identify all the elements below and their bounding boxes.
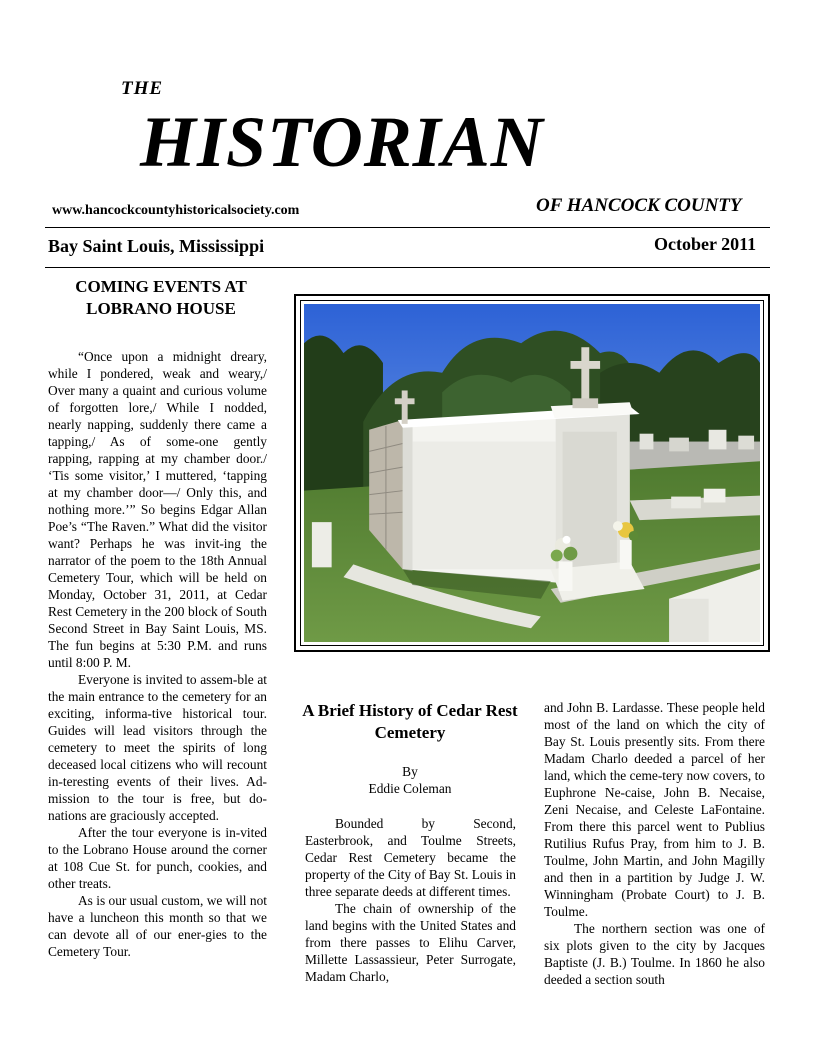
newsletter-title: HISTORIAN — [140, 102, 544, 182]
website-url[interactable]: www.hancockcountyhistoricalsociety.com — [52, 203, 300, 218]
cedar-rest-body-column-2 — [544, 699, 765, 988]
cedar-rest-paragraph: The chain of ownership of the land begins with the United States and from there passes to Elihu Carver, Millette Lassassieur, Peter Surrogate, Madam Charlo, — [305, 901, 516, 984]
masthead-rule-top — [45, 227, 770, 228]
cedar-rest-body-column-1 — [305, 815, 516, 985]
cedar-rest-paragraph: The northern section was one of six plots given to the city by Jacques Baptiste (J. B.) Toulme. In 1860 he also deeded a section south — [544, 921, 765, 987]
masthead-the: THE — [121, 78, 164, 99]
newsletter-subtitle: OF HANCOCK COUNTY — [536, 195, 742, 216]
coming-events-paragraph: “Once upon a midnight dreary, while I pondered, weak and weary,/ Over many a quaint and curious volume of forgotten lore,/ While I nodded, nearly napping, suddenly there came a tapping,/ As of some-one gently rapping, rapping at my chamber door./ ‘Tis some visitor,’ I muttered, ‘tapping at my chamber door—/ Only this, and nothing more.’” So begins Edgar Allan Poe’s “The Raven.” What did the visitor want? Perhaps he was invit-ing the narrator of the poem to the 18th Annual Cemetery Tour, which will be held on Monday, October 31, 2011, at Cedar Rest Cemetery in the 200 block of South Second Street in Bay Saint Louis, MS. The fun begins at 5:30 P.M. and runs until 8:00 P. M. — [48, 349, 267, 670]
coming-events-headline: COMING EVENTS AT LOBRANO HOUSE — [75, 277, 247, 318]
coming-events-paragraph: After the tour everyone is in-vited to the Lobrano House around the corner at 108 Cue St. for punch, cookies, and other treats. — [48, 825, 267, 891]
cemetery-tomb-photo — [304, 304, 760, 642]
location-line: Bay Saint Louis, Mississippi — [48, 236, 265, 256]
cedar-rest-paragraph: Bounded by Second, Easterbrook, and Toulme Streets, Cedar Rest Cemetery became the property of the City of Bay St. Louis in three separate deeds at different times. — [305, 816, 516, 899]
cemetery-photo-frame — [294, 294, 770, 652]
coming-events-paragraph: Everyone is invited to assem-ble at the main entrance to the cemetery for an exciting, informa-tive historical tour. Guides will lead visitors through the cemetery to meet the spirits of long deceased local citizens who will recount in-teresting events of their lives. Ad-mission to the tour is free, but do-nations are graciously accepted. — [48, 672, 267, 823]
cemetery-photo-border — [300, 300, 764, 646]
issue-date: October 2011 — [654, 234, 757, 254]
byline-by: By — [402, 764, 418, 779]
cedar-rest-paragraph: and John B. Lardasse. These people held most of the land on which the city of Bay St. Louis presently sits. From there Madam Charlo deeded a parcel of her land, which the ceme-tery now covers, to Euphrone Ne-caise, John B. Necaise, Zeni Necaise, and Celeste LaFontaine. From there this parcel went to Publius Rutilius Rufus Pray, from him to J. B. Toulme, John Martin, and John Magilly and then in a partition by Judge J. W. Winningham (Probate Court) to J. B. Toulme. — [544, 700, 765, 919]
masthead-rule-bottom — [45, 267, 770, 268]
coming-events-paragraph: As is our usual custom, we will not have a luncheon this month so that we can devote all of our ener-gies to the Cemetery Tour. — [48, 893, 267, 959]
cedar-rest-article-title: A Brief History of Cedar Rest Cemetery — [302, 701, 518, 742]
coming-events-body — [48, 348, 267, 960]
byline-author: Eddie Coleman — [368, 781, 452, 796]
